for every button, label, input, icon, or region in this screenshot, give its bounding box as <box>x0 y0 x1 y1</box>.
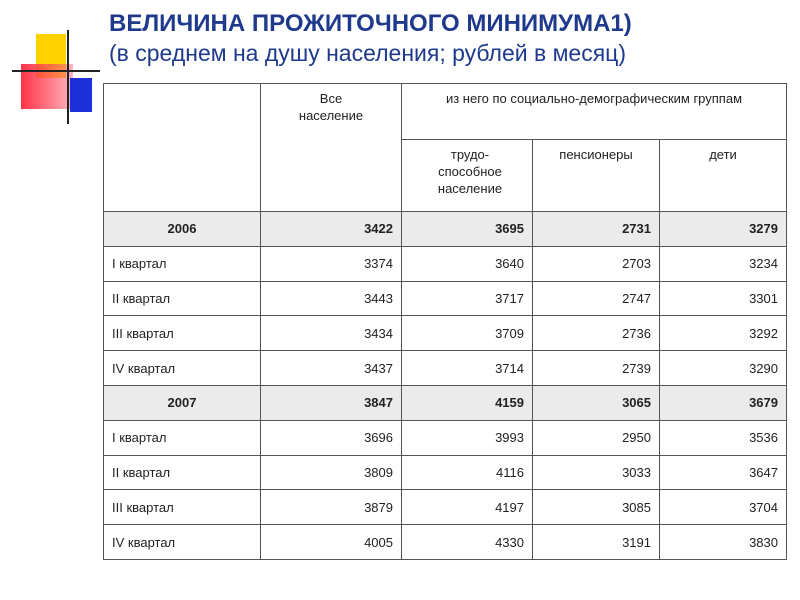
table-row-quarter <box>104 420 787 455</box>
logo-decoration <box>0 0 110 130</box>
row-label-cell: II квартал <box>104 281 261 316</box>
header-working-age: трудо-способное население <box>402 140 533 212</box>
children-cell: 3679 <box>660 385 787 420</box>
row-label-cell: II квартал <box>104 455 261 490</box>
row-label-cell: I квартал <box>104 246 261 281</box>
table-row-quarter <box>104 281 787 316</box>
pensioners-cell: 3191 <box>533 525 660 560</box>
working-age-cell: 3714 <box>402 351 533 386</box>
table-row-year <box>104 385 787 420</box>
header-all-population: Все население <box>261 84 402 212</box>
pensioners-cell: 2703 <box>533 246 660 281</box>
row-label-cell: 2007 <box>104 385 261 420</box>
total-cell: 3437 <box>261 351 402 386</box>
header-pensioners: пенсионеры <box>533 140 660 212</box>
row-label-cell: IV квартал <box>104 525 261 560</box>
table-row-quarter <box>104 316 787 351</box>
total-cell: 3809 <box>261 455 402 490</box>
table-row-year <box>104 212 787 247</box>
row-label-cell: III квартал <box>104 316 261 351</box>
working-age-cell: 3695 <box>402 212 533 247</box>
total-cell: 3374 <box>261 246 402 281</box>
pensioners-cell: 2747 <box>533 281 660 316</box>
page-title: ВЕЛИЧИНА ПРОЖИТОЧНОГО МИНИМУМА1) <box>109 10 632 37</box>
children-cell: 3704 <box>660 490 787 525</box>
working-age-cell: 3640 <box>402 246 533 281</box>
header-groups-caption: из него по социально-демографическим группам <box>402 84 787 140</box>
table-row-quarter <box>104 351 787 386</box>
horizontal-line <box>12 70 100 72</box>
row-label-cell: I квартал <box>104 420 261 455</box>
children-cell: 3647 <box>660 455 787 490</box>
header-children: дети <box>660 140 787 212</box>
total-cell: 3696 <box>261 420 402 455</box>
children-cell: 3279 <box>660 212 787 247</box>
working-age-cell: 4159 <box>402 385 533 420</box>
pensioners-cell: 2739 <box>533 351 660 386</box>
working-age-cell: 3993 <box>402 420 533 455</box>
working-age-cell: 3717 <box>402 281 533 316</box>
total-cell: 3847 <box>261 385 402 420</box>
working-age-cell: 4197 <box>402 490 533 525</box>
pensioners-cell: 3065 <box>533 385 660 420</box>
total-cell: 3879 <box>261 490 402 525</box>
pensioners-cell: 2950 <box>533 420 660 455</box>
children-cell: 3830 <box>660 525 787 560</box>
pensioners-cell: 2736 <box>533 316 660 351</box>
total-cell: 3443 <box>261 281 402 316</box>
working-age-cell: 4330 <box>402 525 533 560</box>
total-cell: 3422 <box>261 212 402 247</box>
table-row-quarter <box>104 246 787 281</box>
table-row-quarter <box>104 455 787 490</box>
children-cell: 3292 <box>660 316 787 351</box>
table-row-quarter <box>104 490 787 525</box>
pensioners-cell: 3033 <box>533 455 660 490</box>
row-label-cell: IV квартал <box>104 351 261 386</box>
pensioners-cell: 2731 <box>533 212 660 247</box>
total-cell: 4005 <box>261 525 402 560</box>
page-subtitle: (в среднем на душу населения; рублей в месяц) <box>109 40 627 66</box>
total-cell: 3434 <box>261 316 402 351</box>
table-row-quarter <box>104 525 787 560</box>
working-age-cell: 3709 <box>402 316 533 351</box>
pensioners-cell: 3085 <box>533 490 660 525</box>
vertical-line <box>67 30 69 124</box>
header-empty-cell <box>104 84 261 212</box>
working-age-cell: 4116 <box>402 455 533 490</box>
children-cell: 3290 <box>660 351 787 386</box>
row-label-cell: 2006 <box>104 212 261 247</box>
children-cell: 3234 <box>660 246 787 281</box>
row-label-cell: III квартал <box>104 490 261 525</box>
subsistence-minimum-table <box>103 83 787 560</box>
children-cell: 3536 <box>660 420 787 455</box>
blue-square <box>70 78 92 112</box>
children-cell: 3301 <box>660 281 787 316</box>
